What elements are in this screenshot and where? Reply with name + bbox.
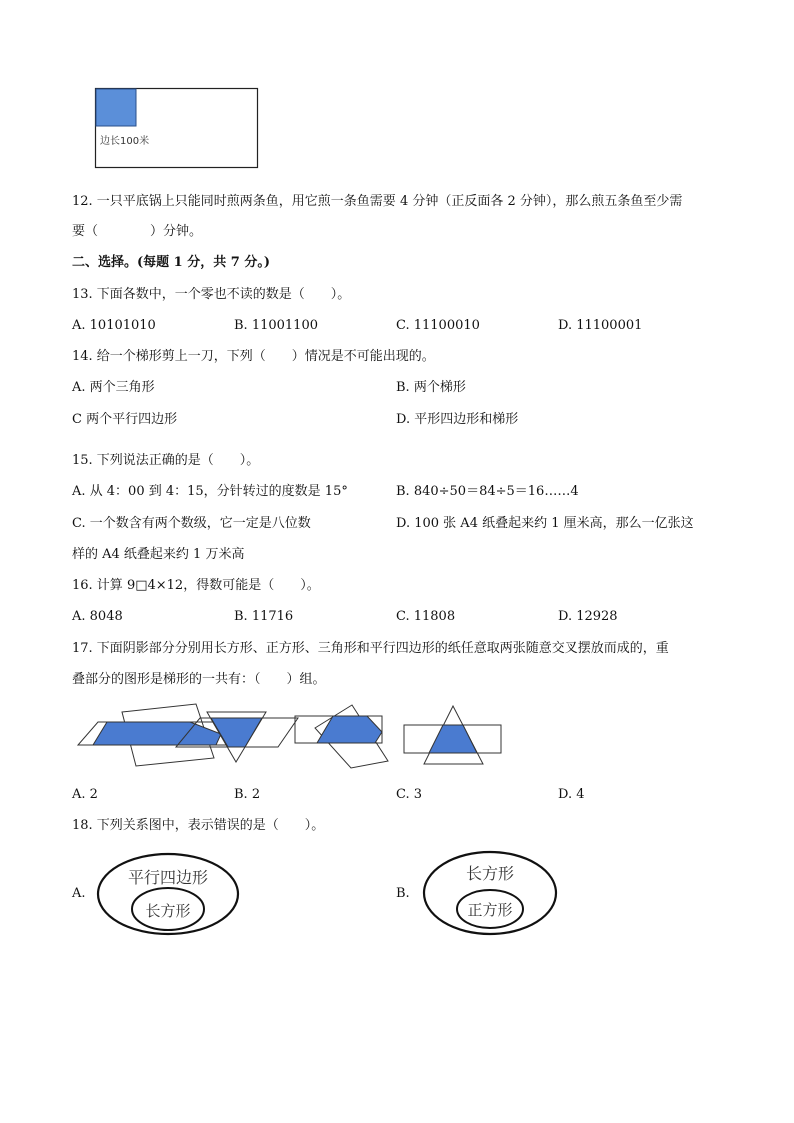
venn-a-outer-label: 平行四边形: [127, 868, 209, 887]
q16-option-a[interactable]: A. 8048: [72, 609, 123, 624]
q16-option-c[interactable]: C. 11808: [396, 609, 456, 624]
q15-option-d-line2: 样的 A4 纸叠起来约 1 万米高: [72, 547, 245, 562]
q18-option-b-label[interactable]: B.: [396, 886, 410, 901]
q14-stem: 14. 给一个梯形剪上一刀，下列（ ）情况是不可能出现的。: [72, 349, 435, 364]
q16-option-d[interactable]: D. 12928: [558, 609, 618, 624]
venn-b-outer-label: 长方形: [465, 864, 515, 883]
square-side-label: 边长100米: [100, 136, 150, 147]
q18-option-a-label[interactable]: A.: [72, 886, 86, 901]
venn-a-outer-ellipse: [98, 854, 238, 934]
q13-option-a[interactable]: A. 10101010: [72, 318, 156, 333]
q14-option-c[interactable]: C 两个平行四边形: [72, 412, 178, 427]
q14-option-b[interactable]: B. 两个梯形: [396, 380, 466, 395]
overlap-figures: [70, 698, 510, 770]
q17-option-d[interactable]: D. 4: [558, 787, 585, 802]
q18-stem: 18. 下列关系图中，表示错误的是（ ）。: [72, 818, 325, 833]
venn-diagram-a[interactable]: [96, 852, 242, 936]
q13-option-c[interactable]: C. 11100010: [396, 318, 480, 333]
q14-option-d[interactable]: D. 平形四边形和梯形: [396, 412, 519, 427]
q12-line2: 要（ ）分钟。: [72, 224, 203, 239]
field-diagram: [90, 84, 262, 172]
q16-option-b[interactable]: B. 11716: [234, 609, 294, 624]
venn-b-inner-label: 正方形: [467, 901, 513, 919]
blue-square: [96, 89, 136, 126]
fig1-overlap: [93, 722, 221, 745]
q15-option-c[interactable]: C. 一个数含有两个数级，它一定是八位数: [72, 516, 311, 531]
q15-option-d-line1[interactable]: D. 100 张 A4 纸叠起来约 1 厘米高，那么一亿张这: [396, 516, 694, 531]
q14-option-a[interactable]: A. 两个三角形: [72, 380, 155, 395]
q13-option-d[interactable]: D. 11100001: [558, 318, 643, 333]
q15-stem: 15. 下列说法正确的是（ ）。: [72, 453, 260, 468]
q15-option-a[interactable]: A. 从 4：00 到 4：15，分针转过的度数是 15°: [72, 484, 348, 499]
q13-stem: 13. 下面各数中，一个零也不读的数是（ ）。: [72, 287, 351, 302]
overlap-figure-4: [404, 706, 501, 764]
fig3-overlap: [317, 716, 382, 743]
q12-line1: 12. 一只平底锅上只能同时煎两条鱼，用它煎一条鱼需要 4 分钟（正反面各 2 分钟），那么煎五条鱼至少需: [72, 194, 683, 209]
q16-stem: 16. 计算 9□4×12，得数可能是（ ）。: [72, 578, 320, 593]
fig4-overlap: [429, 725, 477, 753]
q17-option-c[interactable]: C. 3: [396, 787, 423, 802]
q17-line1: 17. 下面阴影部分分别用长方形、正方形、三角形和平行四边形的纸任意取两张随意交叉摆放而成的，重: [72, 641, 669, 656]
q13-option-b[interactable]: B. 11001100: [234, 318, 318, 333]
venn-a-inner-label: 长方形: [145, 902, 191, 920]
venn-diagram-b[interactable]: [421, 850, 559, 936]
q17-line2: 叠部分的图形是梯形的一共有：（ ）组。: [72, 672, 326, 687]
overlap-figure-3: [295, 705, 388, 768]
q17-option-b[interactable]: B. 2: [234, 787, 261, 802]
q17-option-a[interactable]: A. 2: [72, 787, 98, 802]
q15-option-b[interactable]: B. 840÷50＝84÷5＝16……4: [396, 484, 579, 499]
section-title: 二、选择。(每题 1 分，共 7 分。): [72, 255, 270, 270]
